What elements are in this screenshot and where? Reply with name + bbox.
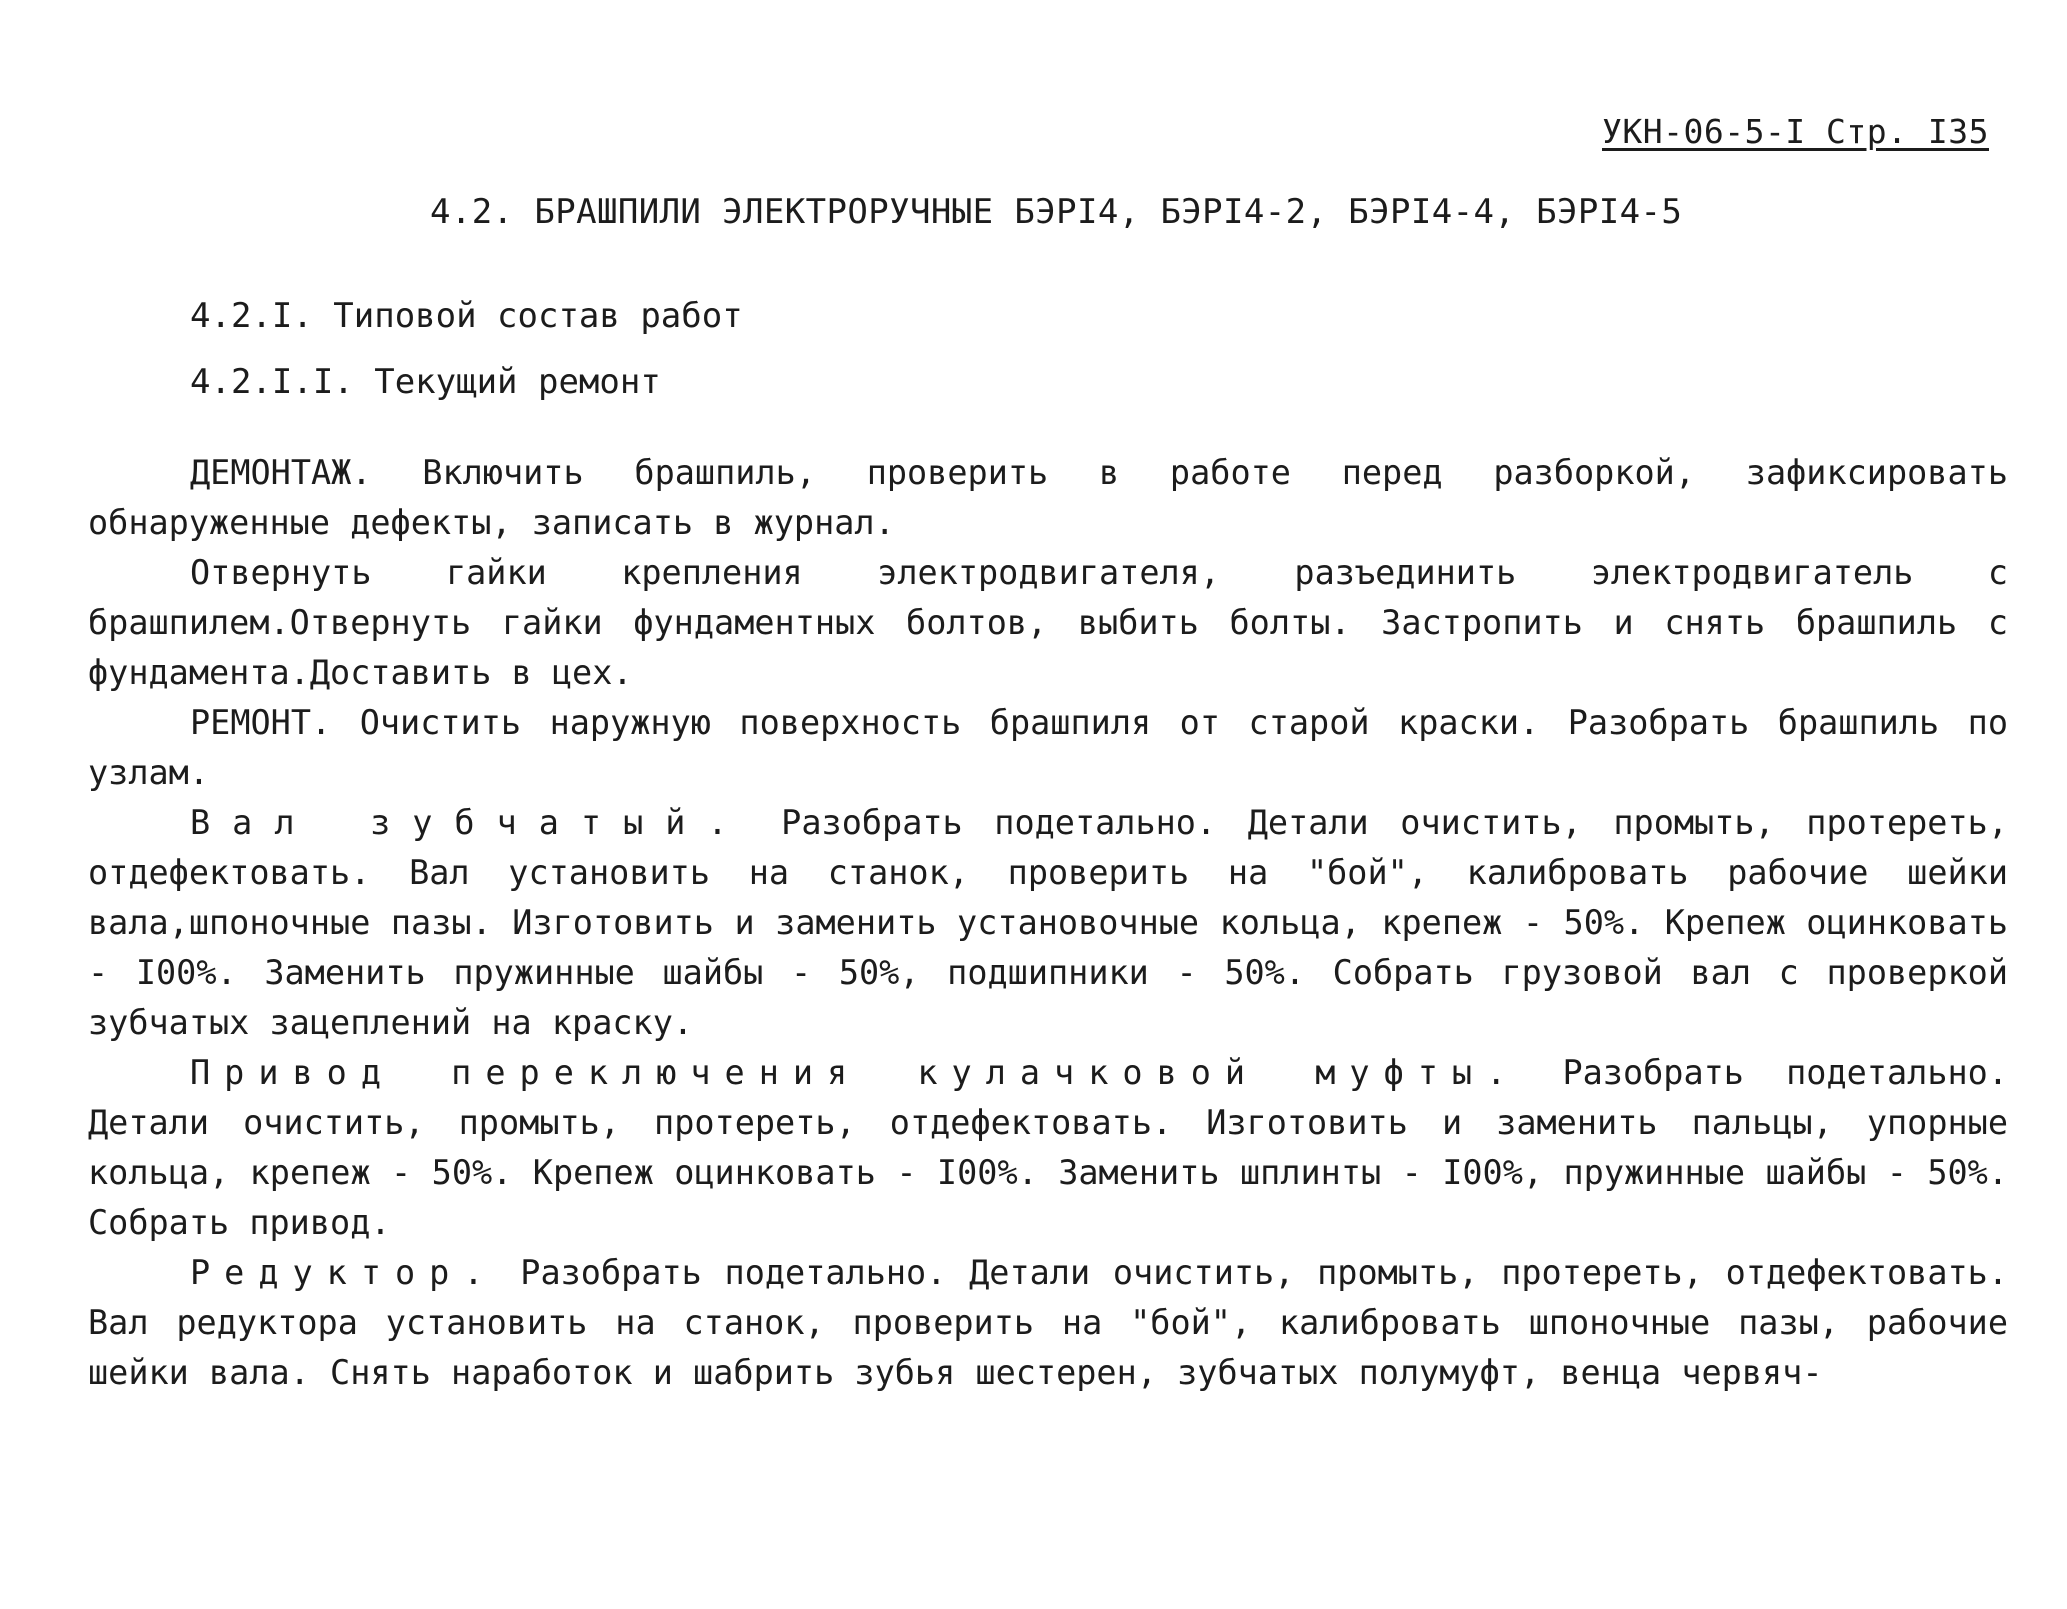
paragraph-clutch-drive: [88, 1048, 2008, 1248]
body-text: [88, 448, 2008, 1398]
section-title: 4.2. БРАШПИЛИ ЭЛЕКТРОРУЧНЫЕ БЭРI4, БЭРI4-2, БЭРI4-4, БЭРI4-5: [430, 192, 1683, 232]
paragraph-removal: Отвернуть гайки крепления электродвигателя, разъединить электродвигатель с брашпилем.Отвернуть гайки фундаментных болтов, выбить болты. Застропить и снять брашпиль с фундамента.Доставить в цех.: [88, 553, 2008, 692]
item-text: Разобрать подетально. Детали очистить, промыть, протереть, отдефектовать. Вал установить на станок, проверить на "бой", калибровать рабочие шейки вала,шпоночные пазы. Изготовить и заменить установочные кольца, крепеж - 50%. Крепеж оцинковать - I00%. Заменить пружинные шайбы - 50%, подшипники - 50%. Собрать грузовой вал с проверкой зубчатых зацеплений на краску.: [88, 803, 2008, 1042]
item-text: Разобрать подетально. Детали очистить, промыть, протереть, отдефектовать. Изготовить и заменить пальцы, упорные кольца, крепеж - 50%. Крепеж оцинковать - I00%. Заменить шплинты - I00%, пружинные шайбы - 50%. Собрать привод.: [88, 1053, 2008, 1242]
paragraph-reducer: [88, 1248, 2008, 1398]
paragraph-dismantling: ДЕМОНТАЖ. Включить брашпиль, проверить в работе перед разборкой, зафиксировать обнаруженные дефекты, записать в журнал.: [88, 453, 2008, 542]
item-text: Разобрать подетально. Детали очистить, промыть, протереть, отдефектовать. Вал редуктора установить на станок, проверить на "бой", калибровать шпоночные пазы, рабочие шейки вала. Снять наработок и шабрить зубья шестерен, зубчатых полумуфт, венца червяч-: [88, 1253, 2008, 1392]
item-heading: Привод переключения кулачковой муфты.: [190, 1053, 1521, 1092]
item-heading: Вал зубчатый.: [190, 803, 750, 842]
document-code: УКН-06-5-I Стр. I35: [1602, 112, 1989, 151]
paragraph-gear-shaft: [88, 798, 2008, 1048]
paragraph-repair: РЕМОНТ. Очистить наружную поверхность брашпиля от старой краски. Разобрать брашпиль по узлам.: [88, 703, 2008, 792]
subsection-heading: 4.2.I.I. Текущий ремонт: [190, 362, 661, 402]
item-heading: Редуктор.: [190, 1253, 498, 1292]
subsection-heading: 4.2.I. Типовой состав работ: [190, 296, 743, 336]
